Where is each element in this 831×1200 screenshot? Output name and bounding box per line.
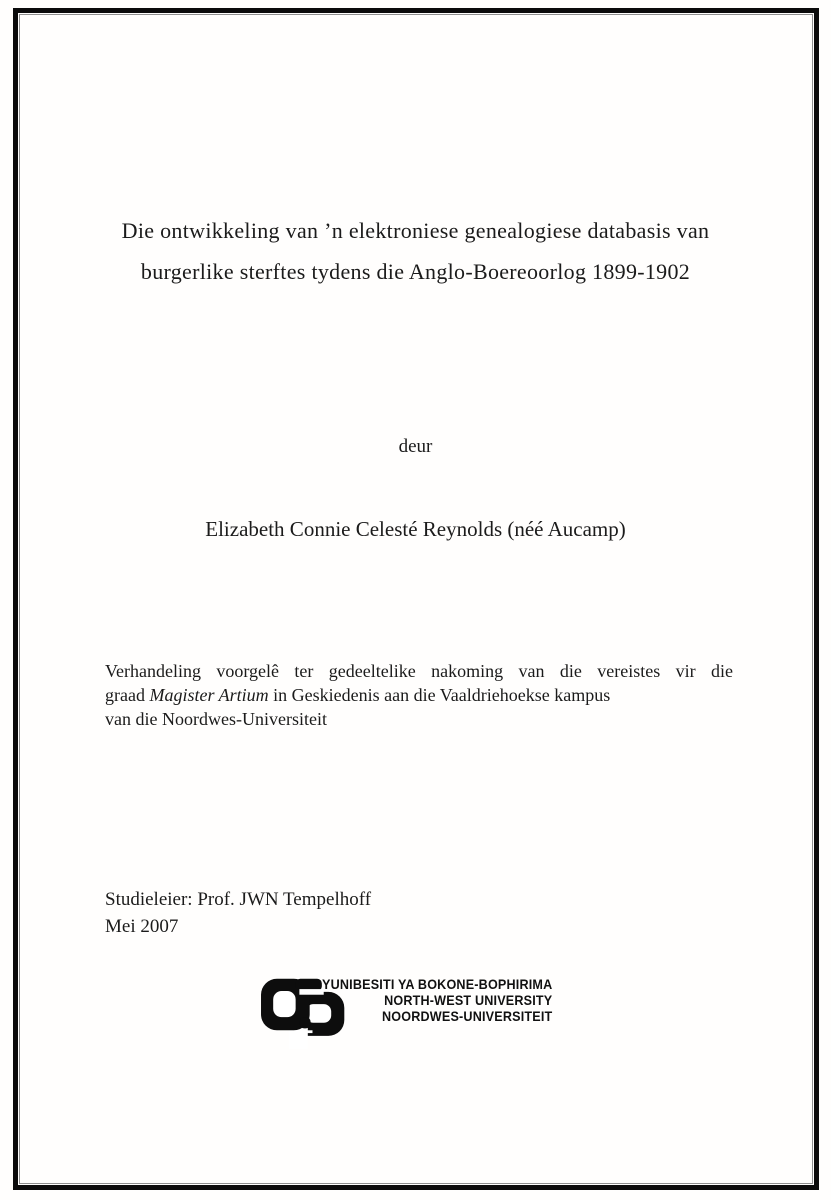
thesis-title-line1: Die ontwikkeling van ’n elektroniese genealogiese databasis van xyxy=(121,218,710,243)
logo-text-english: NORTH-WEST UNIVERSITY xyxy=(384,992,553,1008)
statement-line1: Verhandeling voorgelê ter gedeeltelike nakoming van die vereistes vir die xyxy=(105,661,733,681)
logo-text-afrikaans: NOORDWES-UNIVERSITEIT xyxy=(382,1008,553,1024)
author-name: Elizabeth Connie Celesté Reynolds (néé Aucamp) xyxy=(205,517,626,541)
date-line: Mei 2007 xyxy=(105,916,179,937)
university-logo-text xyxy=(322,976,552,1024)
logo-text-setswana: YUNIBESITI YA BOKONE-BOPHIRIMA xyxy=(322,976,553,992)
supervisor-line: Studieleier: Prof. JWN Tempelhoff xyxy=(105,889,372,910)
statement-line2 xyxy=(105,683,733,707)
degree-name: Magister Artium xyxy=(149,685,269,705)
statement-line2-post: in Geskiedenis aan die Vaaldriehoekse kampus xyxy=(268,685,611,705)
statement-line2-pre: graad xyxy=(105,685,150,705)
thesis-title-line2: burgerlike sterftes tydens die Anglo-Boereoorlog 1899-1902 xyxy=(140,259,691,284)
statement-line3: van die Noordwes-Universiteit xyxy=(105,709,327,729)
thesis-title xyxy=(40,210,791,292)
byline-word: deur xyxy=(398,436,433,457)
submission-statement xyxy=(105,659,733,731)
university-logo xyxy=(258,976,578,1049)
supervisor-and-date xyxy=(105,886,371,940)
